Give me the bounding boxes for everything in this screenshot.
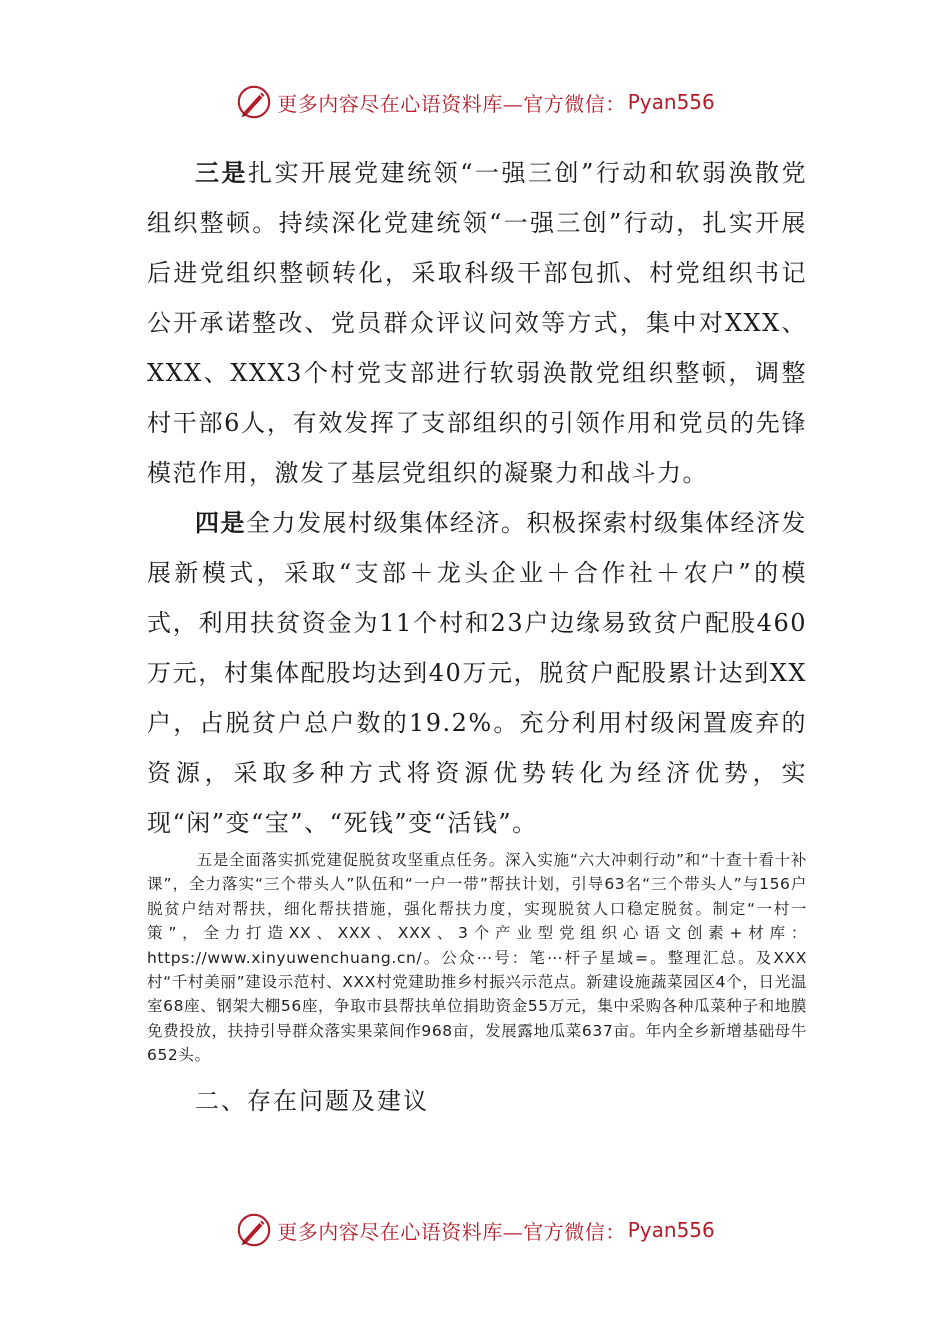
pen-logo-icon [235, 1211, 273, 1249]
document-body [147, 148, 807, 1126]
paragraph-lead: 四是 [195, 508, 246, 537]
watermark-wechat-id: Pyan556 [627, 90, 715, 114]
pen-logo-icon [235, 83, 273, 121]
paragraph-lead: 三是 [195, 158, 249, 187]
watermark-text: 更多内容尽在心语资料库—官方微信： [277, 91, 626, 116]
watermark-text: 更多内容尽在心语资料库—官方微信： [277, 1219, 626, 1244]
watermark-header [0, 82, 950, 122]
paragraph-three [147, 148, 807, 498]
section-heading: 二、存在问题及建议 [195, 1086, 429, 1115]
watermark-footer [0, 1210, 950, 1250]
watermark-wechat-id: Pyan556 [627, 1218, 715, 1242]
paragraph-text: 全力发展村级集体经济。积极探索村级集体经济发展新模式，采取“支部＋龙头企业＋合作社＋农户”的模式，利用扶贫资金为11个村和23户边缘易致贫户配股460万元，村集体配股均达到40万元，脱贫户配股累计达到XX户，占脱贫户总户数的19.2%。充分利用村级闲置废弃的资源，采取多种方式将资源优势转化为经济优势，实现“闲”变“宝”、“死钱”变“活钱”。 [147, 509, 807, 837]
paragraph-text: 扎实开展党建统领“一强三创”行动和软弱涣散党组织整顿。持续深化党建统领“一强三创”行动，扎实开展后进党组织整顿转化，采取科级干部包抓、村党组织书记公开承诺整改、党员群众评议问效等方式，集中对XXX、XXX、XXX3个村党支部进行软弱涣散党组织整顿，调整村干部6人，有效发挥了支部组织的引领作用和党员的先锋模范作用，激发了基层党组织的凝聚力和战斗力。 [147, 159, 807, 487]
paragraph-four [147, 498, 807, 848]
paragraph-five: 五是全面落实抓党建促脱贫攻坚重点任务。深入实施“六大冲刺行动”和“十查十看十补课”，全力落实“三个带头人”队伍和“一户一带”帮扶计划，引导63名“三个带头人”与156户脱贫户结对帮扶，细化帮扶措施，强化帮扶力度，实现脱贫人口稳定脱贫。制定“一村一策”，全力打造XX、XXX、XXX、3个产业型党组织心语文创素+材库：https://www.xinyuwenchuang.cn/。公众⋯号：笔⋯杆子星域=。整理汇总。及XXX村“千村美丽”建设示范村、XXX村党建助推乡村振兴示范点。新建设施蔬菜园区4个，日光温室68座、钢架大棚56座，争取市县帮扶单位捐助资金55万元，集中采购各种瓜菜种子和地膜免费投放，扶持引导群众落实果菜间作968亩，发展露地瓜菜637亩。年内全乡新增基础母牛652头。 [147, 851, 807, 1065]
